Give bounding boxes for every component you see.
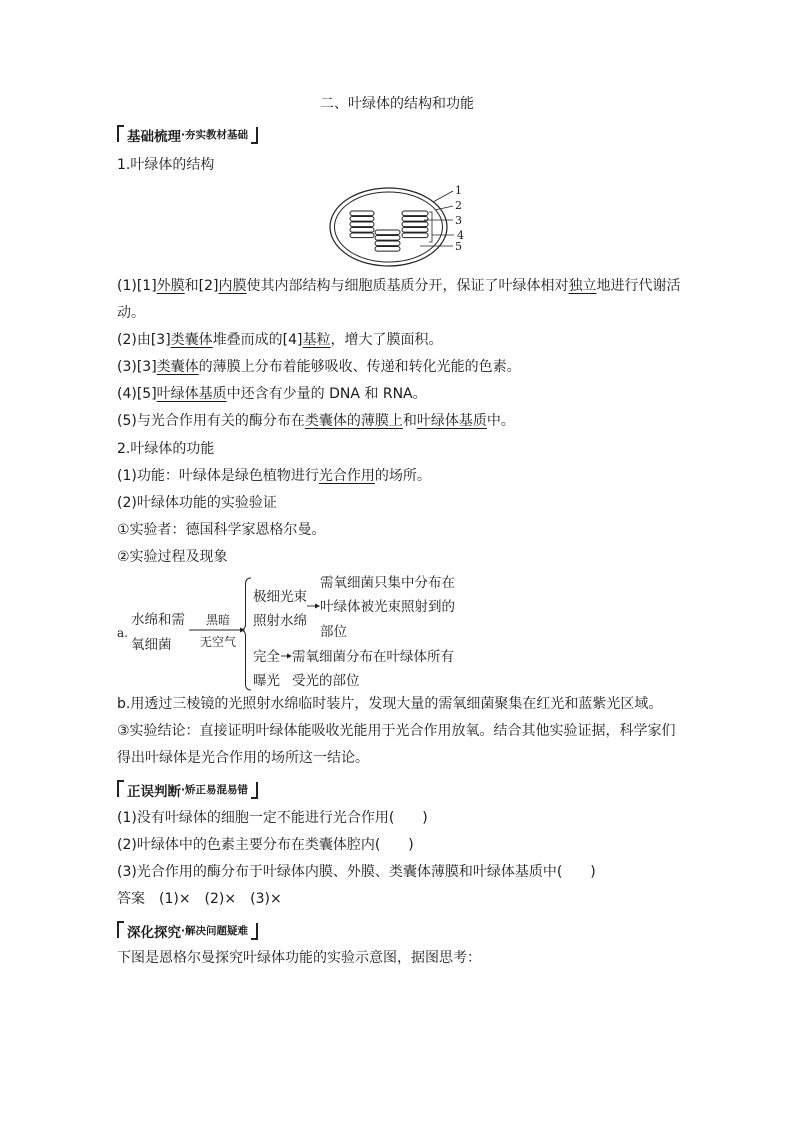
label-3: 3 xyxy=(455,214,462,227)
function-heading: 2.叶绿体的功能 xyxy=(117,441,215,457)
text-segment: 堆叠而成的[4] xyxy=(212,332,303,348)
text-segment: (4)[5] xyxy=(117,386,157,402)
function-point-1 xyxy=(117,466,431,486)
structure-point-1-cont: 动。 xyxy=(117,305,145,321)
text-segment: 的场所。 xyxy=(374,468,431,484)
text-segment: 使其内部结构与细胞质基质分开，保证了叶绿体相对 xyxy=(246,278,569,294)
text-segment: (2)由[3] xyxy=(117,332,171,348)
bracket-left xyxy=(117,780,124,797)
text-segment: (1)功能：叶绿体是绿色植物进行 xyxy=(117,468,319,484)
granum-right xyxy=(402,211,428,238)
structure-point-5 xyxy=(117,411,515,431)
key-term: 类囊体 xyxy=(156,359,199,375)
arrow-right-icon xyxy=(307,604,320,609)
section-title: 基础梳理 xyxy=(127,128,181,145)
branch1-result-2: 叶绿体被光束照射到的 xyxy=(320,599,455,615)
label-1: 1 xyxy=(455,184,462,197)
text-segment: (5)与光合作用有关的酶分布在 xyxy=(117,413,305,429)
text-segment: 的薄膜上分布着能够吸收、传递和转化光能的色素。 xyxy=(198,359,521,375)
granum-middle xyxy=(375,230,400,251)
conclusion-line-1: ③实验结论：直接证明叶绿体能吸收光能用于光合作用放氧。结合其他实验证据，科学家们 xyxy=(117,723,676,739)
key-term: 类囊体 xyxy=(170,332,213,348)
label-5: 5 xyxy=(455,240,462,253)
judge-item: (2)叶绿体中的色素主要分布在类囊体腔内( ) xyxy=(117,837,414,853)
key-term: 内膜 xyxy=(218,278,247,294)
key-term: 基粒 xyxy=(302,332,331,348)
judge-item: (1)没有叶绿体的细胞一定不能进行光合作用( ) xyxy=(117,810,428,826)
material-line-2: 氧细菌 xyxy=(131,637,172,653)
explore-intro: 下图是恩格尔曼探究叶绿体功能的实验示意图，据图思考： xyxy=(117,950,481,966)
page-title: 二、叶绿体的结构和功能 xyxy=(320,96,474,112)
observation-b: b.用透过三棱镜的光照射水绵临时装片，发现大量的需氧细菌聚集在红光和蓝紫光区域。 xyxy=(117,696,663,712)
brace-icon xyxy=(240,578,251,690)
structure-point-3 xyxy=(117,357,521,377)
bracket-left xyxy=(117,125,124,142)
label-a: a. xyxy=(117,626,128,640)
experimenter-line: ①实验者：德国科学家恩格尔曼。 xyxy=(117,522,326,538)
branch2-treatment-1: 完全 xyxy=(253,649,280,665)
key-term: 叶绿体基质 xyxy=(416,413,487,429)
label-2: 2 xyxy=(455,199,462,212)
structure-point-1 xyxy=(117,276,681,296)
key-term: 叶绿体基质 xyxy=(156,386,227,402)
arrow-right-icon xyxy=(189,628,245,633)
bracket-left xyxy=(117,921,124,938)
answer-line: 答案 (1)× (2)× (3)× xyxy=(117,891,282,907)
key-term: 外膜 xyxy=(156,278,185,294)
function-point-2: (2)叶绿体功能的实验验证 xyxy=(117,495,277,511)
text-segment: 地进行代谢活 xyxy=(596,278,681,294)
structure-heading: 1.叶绿体的结构 xyxy=(117,157,215,173)
experiment-diagram xyxy=(110,568,465,694)
label-4: 4 xyxy=(457,229,464,242)
key-term: 类囊体的薄膜上 xyxy=(304,413,403,429)
branch1-treatment-1: 极细光束 xyxy=(253,589,307,605)
section-header-basics xyxy=(117,125,258,144)
branch1-result-3: 部位 xyxy=(320,624,347,640)
text-segment: (3)[3] xyxy=(117,359,157,375)
text-segment: 中。 xyxy=(486,413,515,429)
text-segment: 和[2] xyxy=(184,278,219,294)
text-segment: (1)[1] xyxy=(117,278,157,294)
condition-bottom: 无空气 xyxy=(199,635,237,649)
text-segment: 和 xyxy=(402,413,417,429)
material-line-1: 水绵和需 xyxy=(131,612,185,628)
branch2-result-2: 受光的部位 xyxy=(292,673,360,689)
arrow-right-icon xyxy=(281,654,292,659)
section-header-explore xyxy=(117,921,258,940)
bracket-right xyxy=(251,923,258,940)
section-subtitle: ·矫正易混易错 xyxy=(181,784,248,796)
bracket-right xyxy=(251,782,258,799)
text-segment: ，增大了膜面积。 xyxy=(330,332,443,348)
branch2-result-1: 需氧细菌分布在叶绿体所有 xyxy=(292,649,454,665)
section-title: 深化探究 xyxy=(127,924,181,941)
structure-point-2 xyxy=(117,330,443,350)
key-term: 独立 xyxy=(568,278,597,294)
structure-point-4 xyxy=(117,384,427,404)
bracket-right xyxy=(251,127,258,144)
conclusion-line-2: 得出叶绿体是光合作用的场所这一结论。 xyxy=(117,750,369,766)
section-subtitle: ·夯实教材基础 xyxy=(181,129,248,141)
branch1-result-1: 需氧细菌只集中分布在 xyxy=(320,575,455,591)
outer-membrane xyxy=(330,188,447,266)
condition-top: 黑暗 xyxy=(205,613,231,627)
section-subtitle: ·解决问题疑难 xyxy=(181,925,248,937)
judge-item: (3)光合作用的酶分布于叶绿体内膜、外膜、类囊体薄膜和叶绿体基质中( ) xyxy=(117,864,596,880)
section-title: 正误判断 xyxy=(127,783,181,800)
branch1-treatment-2: 照射水绵 xyxy=(253,613,307,629)
chloroplast-diagram xyxy=(320,180,470,272)
section-header-judge xyxy=(117,780,258,799)
text-segment: 中还含有少量的 DNA 和 RNA。 xyxy=(226,386,427,402)
key-term: 光合作用 xyxy=(318,468,375,484)
process-heading: ②实验过程及现象 xyxy=(117,549,228,565)
branch2-treatment-2: 曝光 xyxy=(253,673,280,689)
granum-left xyxy=(350,211,374,238)
